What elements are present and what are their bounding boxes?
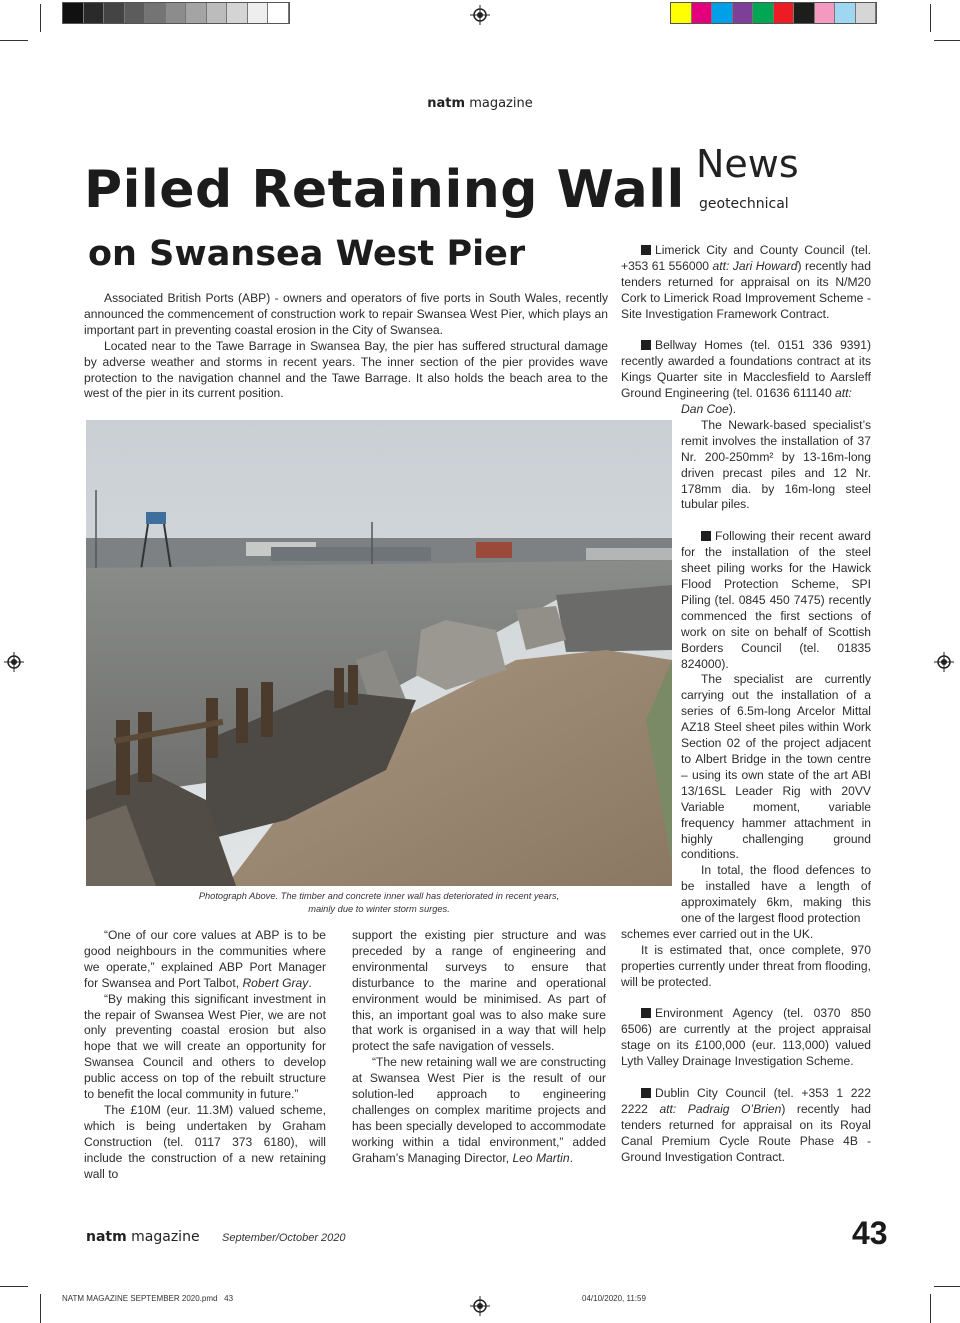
news-text: ) recently had tenders returned for appraisal on its N/M20 Cork to Limerick Road Improvement Scheme - Site Investigation Framework Contract. xyxy=(621,258,871,321)
crop-mark xyxy=(0,1286,28,1287)
color-swatch xyxy=(753,3,774,23)
body-paragraph xyxy=(84,928,326,992)
gray-swatch xyxy=(125,3,146,23)
color-swatch xyxy=(712,3,733,23)
news-item: It is estimated that, once complete, 970 properties currently under threat from flooding, will be protected. xyxy=(621,942,871,989)
news-text: Environment Agency (tel. 0370 850 6506) are currently at the project appraisal stage on its £100,000 (eur. 113,000) valued Lyth Valley Drainage Investigation Scheme. xyxy=(621,1006,871,1069)
color-swatch xyxy=(815,3,836,23)
print-slug-time: 04/10/2020, 11:59 xyxy=(582,1294,646,1303)
news-item: schemes ever carried out in the UK. xyxy=(621,926,814,941)
pier-photo-illustration xyxy=(86,420,672,886)
news-item: In total, the flood defences to be installed have a length of approximately 6km, making this one of the largest flood protection xyxy=(681,863,871,926)
article-subtitle: on Swansea West Pier xyxy=(88,234,526,274)
gray-swatch xyxy=(84,3,105,23)
contact-name: Dan Coe xyxy=(681,402,729,417)
square-bullet-icon xyxy=(641,1008,651,1018)
pier-photograph xyxy=(86,420,672,886)
color-swatch xyxy=(794,3,815,23)
grayscale-bar xyxy=(62,2,290,24)
gray-swatch xyxy=(166,3,187,23)
square-bullet-icon xyxy=(641,245,651,255)
spacer xyxy=(621,513,871,529)
page-number: 43 xyxy=(852,1215,888,1251)
news-column xyxy=(621,243,871,1166)
news-text: Bellway Homes (tel. 0151 336 9391) recently awarded a foundations contract at its Kings Quarter site in Macclesfield to Aarsleff Ground Engineering (tel. 01636 611140 xyxy=(621,338,871,401)
footer-mag-bold: natm xyxy=(86,1229,127,1245)
contact-name: att: Padraig O’Brien xyxy=(659,1101,782,1116)
spacer xyxy=(621,1070,871,1086)
running-header xyxy=(0,96,960,111)
footer-mag-rest: magazine xyxy=(126,1229,200,1245)
article-title: Piled Retaining Wall xyxy=(84,160,685,220)
color-swatch xyxy=(835,3,856,23)
body-text: . xyxy=(308,975,312,990)
crop-mark xyxy=(930,4,931,32)
news-item xyxy=(621,1086,871,1166)
gray-swatch xyxy=(248,3,269,23)
body-paragraph: “By making this significant investment in the repair of Swansea West Pier, we are not only preventing coastal erosion but also hope that we will create an opportunity for Swansea Council and others to develop public access on top of the rebuilt structure to benefit the local community in future.” xyxy=(84,991,326,1102)
news-text: Following their recent award for the installation of the steel sheet piling works for the Hawick Flood Protection Scheme, SPI Piling (tel. 0845 450 7475) recently commenced the first sections of work on site on behalf of Scottish Borders Council (tel. 01835 824000). xyxy=(681,529,871,671)
contact-name: att: Jari Howard xyxy=(712,258,798,273)
news-text: Dublin City Council (tel. +353 1 222 2222 xyxy=(621,1085,871,1116)
color-swatch xyxy=(774,3,795,23)
registration-mark-icon xyxy=(470,1296,490,1316)
spacer xyxy=(621,323,871,339)
news-item: The Newark-based specialist’s remit involves the installation of 37 Nr. 200-250mm² by 13-16m-long driven precast piles and 12 Nr. 178mm dia. by 16m-long steel tubular piles. xyxy=(681,417,871,512)
body-text: “The new retaining wall we are constructing at Swansea West Pier is the result of our solution-led approach to engineering challenges on complex maritime projects and has been specially developed to accommodate working within a tidal environment,” added Graham’s Managing Director, xyxy=(352,1055,606,1165)
gray-swatch xyxy=(145,3,166,23)
color-bar xyxy=(670,2,877,24)
issue-date: September/October 2020 xyxy=(222,1232,346,1244)
color-swatch xyxy=(733,3,754,23)
news-text: ). xyxy=(728,402,737,417)
body-text: “One of our core values at ABP is to be good neighbours in the communities where we operate,” explained ABP Port Manager for Swansea and Port Talbot, xyxy=(84,928,326,990)
news-item xyxy=(681,529,871,672)
gray-swatch xyxy=(227,3,248,23)
square-bullet-icon xyxy=(641,1088,651,1098)
gray-swatch xyxy=(104,3,125,23)
body-paragraph: support the existing pier structure and was preceded by a range of engineering and environmental surveys to ensure that disturbance to the marine and operational environment would be minimised. As part of this, an important goal was to also make sure that work is organised in a way that will help protect the safe navigation of vessels. xyxy=(352,928,606,1054)
news-item xyxy=(621,1006,871,1070)
footer-magazine-name xyxy=(86,1229,200,1245)
news-item xyxy=(621,338,871,402)
registration-mark-icon xyxy=(934,652,954,672)
crop-mark xyxy=(934,40,960,41)
gray-swatch xyxy=(186,3,207,23)
photo-caption xyxy=(86,890,672,916)
person-name: Robert Gray xyxy=(242,975,309,990)
news-text: Limerick City and County Council (tel. +353 61 556000 xyxy=(621,243,871,273)
gray-swatch xyxy=(268,3,289,23)
body-paragraph: The £10M (eur. 11.3M) valued scheme, which is being undertaken by Graham Construction (tel. 0117 373 6180), will include the construction of a new retaining wall to xyxy=(84,1102,326,1181)
intro-paragraph: Located near to the Tawe Barrage in Swansea Bay, the pier has suffered structural damage by adverse weather and storms in recent years. The inner section of the pier provides wave protection to the navigation channel and the Tawe Barrage. It also holds the beach area to the west of the pier in its current position. xyxy=(84,338,608,401)
contact-name: att: xyxy=(835,386,852,401)
article-column-1 xyxy=(84,928,326,1183)
color-swatch xyxy=(692,3,713,23)
crop-mark xyxy=(934,1286,960,1287)
print-slug-file: NATM MAGAZINE SEPTEMBER 2020.pmd 43 xyxy=(62,1294,234,1303)
gray-swatch xyxy=(207,3,228,23)
body-paragraph xyxy=(352,1055,606,1166)
person-name: Leo Martin xyxy=(512,1150,570,1165)
news-item xyxy=(681,402,871,418)
news-heading: News xyxy=(696,142,799,186)
news-item xyxy=(621,243,871,323)
square-bullet-icon xyxy=(701,531,711,541)
registration-mark-icon xyxy=(470,5,490,25)
news-text: ) recently had tenders returned for appraisal on its Royal Canal Premium Cycle Route Phase 4B - Ground Investigation Contract. xyxy=(621,1101,871,1164)
news-item: The specialist are currently carrying out the installation of a series of 6.5m-long Arcelor Mittal AZ18 Steel sheet piles within Work Section 02 of the project adjacent to Albert Bridge in the town centre – using its own state of the art ABI 13/16SL Leader Rig with 20VV Variable moment, variable frequency hammer attachment in highly challenging ground conditions. xyxy=(681,672,871,862)
square-bullet-icon xyxy=(641,340,651,350)
crop-mark xyxy=(0,40,28,41)
article-intro xyxy=(84,291,608,402)
spacer xyxy=(621,991,871,1007)
crop-mark xyxy=(930,1294,931,1323)
gray-swatch xyxy=(63,3,84,23)
intro-paragraph: Associated British Ports (ABP) - owners and operators of five ports in South Wales, recently announced the commencement of construction work to repair Swansea West Pier, which plays an important part in preventing coastal erosion in the City of Swansea. xyxy=(84,291,608,337)
caption-line: Photograph Above. The timber and concrete inner wall has deteriorated in recent years, xyxy=(198,891,560,901)
header-mag-bold: natm xyxy=(427,96,466,111)
header-mag-rest: magazine xyxy=(465,96,533,111)
color-swatch xyxy=(856,3,877,23)
article-column-2 xyxy=(352,928,606,1167)
caption-line: mainly due to winter storm surges. xyxy=(308,904,450,914)
body-text: . xyxy=(569,1150,573,1165)
crop-mark xyxy=(40,1294,41,1323)
color-swatch xyxy=(671,3,692,23)
section-label: geotechnical xyxy=(699,196,789,212)
registration-mark-icon xyxy=(4,652,24,672)
crop-mark xyxy=(40,4,41,32)
